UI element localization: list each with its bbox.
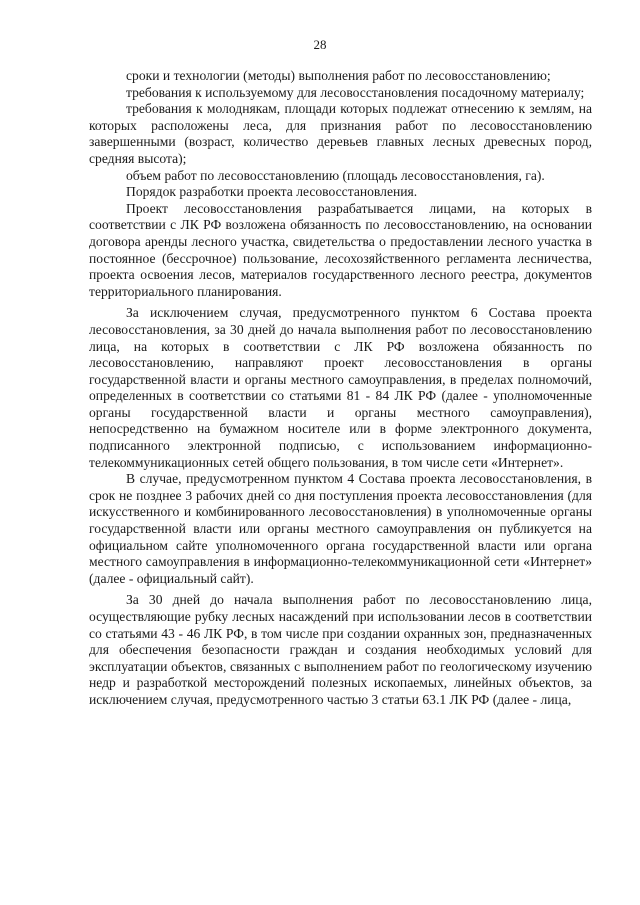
- paragraph-5: Порядок разработки проекта лесовосстановления.: [126, 184, 418, 200]
- paragraph-8: В случае, предусмотренном пунктом 4 Состава проекта лесовосстановления, в срок не позднее 3 рабочих дней со дня поступления проекта лесовосстановления (для искусственного и комбинированного лесовосстановления) в уполномоченные органы государственной власти или органы местного самоуправления он публикуется на официальном сайте уполномоченного органа государственной власти или органа местного самоуправления в информационно-телекоммуникационной сети «Интернет» (далее - официальный сайт).: [89, 471, 592, 586]
- paragraph-6: Проект лесовосстановления разрабатывается лицами, на которых в соответствии с ЛК РФ возложена обязанность по лесовосстановлению, на основании договора аренды лесного участка, свидетельства о предоставлении лесного участка в постоянное (бессрочное) пользование, лесохозяйственного регламента лесничества, проекта освоения лесов, материалов государственного лесного реестра, документов территориального планирования.: [89, 200, 592, 299]
- paragraph-2: требования к используемому для лесовосстановления посадочному материалу;: [126, 84, 585, 100]
- paragraph-1: сроки и технологии (методы) выполнения работ по лесовосстановлению;: [126, 68, 551, 83]
- paragraph-7: За исключением случая, предусмотренного пунктом 6 Состава проекта лесовосстановления, за 30 дней до начала выполнения работ по лесовосстановлению лица, на которых в соответствии с ЛК РФ возложена обязанность по лесовосстановлению, направляют проект лесовосстановления в органы государственной власти и органы местного самоуправления, в пределах полномочий, определенных в соответствии со статьями 81 - 84 ЛК РФ (далее - уполномоченные органы государственной власти и органы местного самоуправления), непосредственно на бумажном носителе или в форме электронного документа, подписанного электронной подписью, с использованием информационно-телекоммуникационных сетей общего пользования, в том числе сети «Интернет».: [89, 305, 592, 470]
- paragraph-4: объем работ по лесовосстановлению (площадь лесовосстановления, га).: [126, 167, 545, 183]
- page-number: 28: [313, 37, 327, 52]
- page-body: [89, 68, 592, 709]
- paragraph-9: За 30 дней до начала выполнения работ по лесовосстановлению лица, осуществляющие рубку лесных насаждений при использовании лесов в соответствии со статьями 43 - 46 ЛК РФ, в том числе при создании охранных зон, предназначенных для обеспечения безопасности граждан и создания необходимых условий для эксплуатации объектов, связанных с выполнением работ по геологическому изучению недр и разработкой месторождений полезных ископаемых, линейных объектов, за исключением случая, предусмотренного частью 3 статьи 63.1 ЛК РФ (далее - лица,: [89, 592, 592, 707]
- paragraph-3: требования к молоднякам, площади которых подлежат отнесению к землям, на которых расположены леса, для признания работ по лесовосстановлению завершенными (возраст, количество деревьев главных лесных древесных пород, средняя высота);: [89, 101, 592, 166]
